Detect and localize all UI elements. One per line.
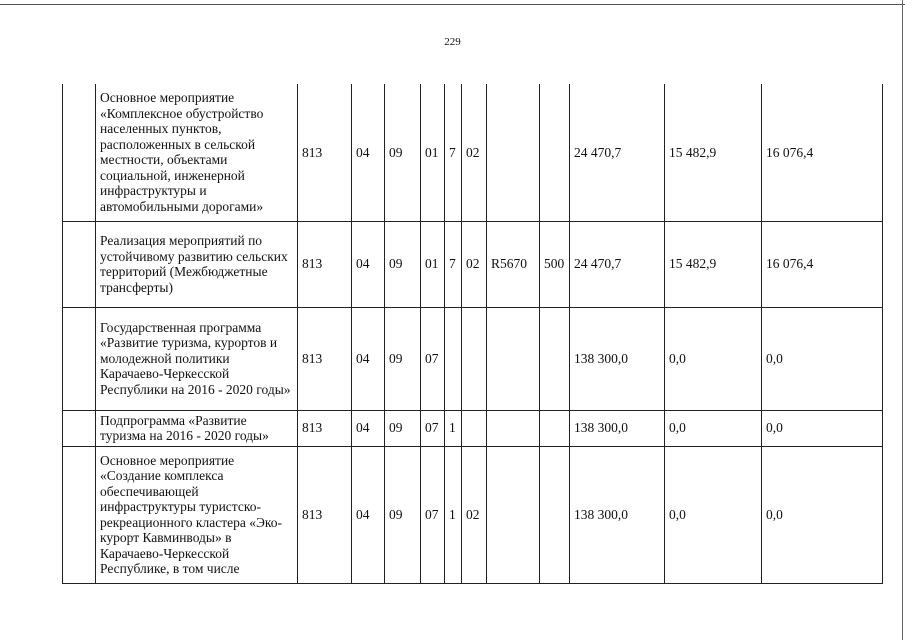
section-code: 04 [352, 410, 385, 446]
program-code: 01 [421, 221, 445, 307]
section-code: 04 [352, 446, 385, 583]
program-code: 07 [421, 307, 445, 410]
table-row [63, 84, 883, 221]
table-row [63, 446, 883, 583]
table-row [63, 221, 883, 307]
sum-year-2: 0,0 [665, 410, 762, 446]
sum-year-2: 0,0 [665, 446, 762, 583]
grbs-code: 813 [298, 446, 352, 583]
blank-cell [63, 307, 96, 410]
subprogram-code [445, 307, 462, 410]
subsection-code: 09 [385, 446, 421, 583]
activity-code: 02 [462, 221, 487, 307]
blank-cell [63, 221, 96, 307]
subsection-code: 09 [385, 410, 421, 446]
page-edge-right [902, 0, 903, 640]
table-row [63, 307, 883, 410]
sum-year-1: 138 300,0 [570, 446, 665, 583]
grbs-code: 813 [298, 410, 352, 446]
item-name: Основное мероприятие «Комплексное обустройство населенных пунктов, расположенных в сельской местности, объектами социальной, инженерной инфраструктуры и автомобильными дорогами» [96, 84, 298, 221]
sum-year-3: 16 076,4 [762, 221, 883, 307]
item-name: Основное мероприятие «Создание комплекса обеспечивающей инфраструктуры туристско-рекреационного кластера «Эко-курорт Кавминводы» в Карачаево-Черкесской Республике, в том числе [96, 446, 298, 583]
sum-year-1: 24 470,7 [570, 221, 665, 307]
direction-code [487, 446, 540, 583]
expense-type-code [540, 84, 570, 221]
sum-year-3: 0,0 [762, 307, 883, 410]
page-edge-top [0, 0, 905, 5]
section-code: 04 [352, 84, 385, 221]
direction-code [487, 84, 540, 221]
direction-code [487, 410, 540, 446]
grbs-code: 813 [298, 221, 352, 307]
sum-year-1: 24 470,7 [570, 84, 665, 221]
subprogram-code: 1 [445, 410, 462, 446]
blank-cell [63, 446, 96, 583]
subprogram-code: 7 [445, 221, 462, 307]
program-code: 07 [421, 410, 445, 446]
table-row [63, 410, 883, 446]
expense-type-code [540, 446, 570, 583]
direction-code [487, 307, 540, 410]
blank-cell [63, 84, 96, 221]
item-name: Государственная программа «Развитие туризма, курортов и молодежной политики Карачаево-Черкесской Республики на 2016 - 2020 годы» [96, 307, 298, 410]
subsection-code: 09 [385, 221, 421, 307]
sum-year-1: 138 300,0 [570, 410, 665, 446]
budget-table [62, 84, 883, 584]
grbs-code: 813 [298, 307, 352, 410]
blank-cell [63, 410, 96, 446]
grbs-code: 813 [298, 84, 352, 221]
sum-year-3: 16 076,4 [762, 84, 883, 221]
section-code: 04 [352, 307, 385, 410]
program-code: 01 [421, 84, 445, 221]
section-code: 04 [352, 221, 385, 307]
activity-code [462, 307, 487, 410]
sum-year-2: 15 482,9 [665, 84, 762, 221]
item-name: Подпрограмма «Развитие туризма на 2016 - 2020 годы» [96, 410, 298, 446]
activity-code: 02 [462, 446, 487, 583]
subprogram-code: 7 [445, 84, 462, 221]
sum-year-2: 15 482,9 [665, 221, 762, 307]
subsection-code: 09 [385, 307, 421, 410]
item-name: Реализация мероприятий по устойчивому развитию сельских территорий (Межбюджетные трансферты) [96, 221, 298, 307]
activity-code: 02 [462, 84, 487, 221]
direction-code: R5670 [487, 221, 540, 307]
sum-year-3: 0,0 [762, 446, 883, 583]
expense-type-code [540, 410, 570, 446]
program-code: 07 [421, 446, 445, 583]
page-number: 229 [444, 36, 461, 48]
sum-year-3: 0,0 [762, 410, 883, 446]
activity-code [462, 410, 487, 446]
subprogram-code: 1 [445, 446, 462, 583]
subsection-code: 09 [385, 84, 421, 221]
expense-type-code: 500 [540, 221, 570, 307]
sum-year-1: 138 300,0 [570, 307, 665, 410]
sum-year-2: 0,0 [665, 307, 762, 410]
expense-type-code [540, 307, 570, 410]
